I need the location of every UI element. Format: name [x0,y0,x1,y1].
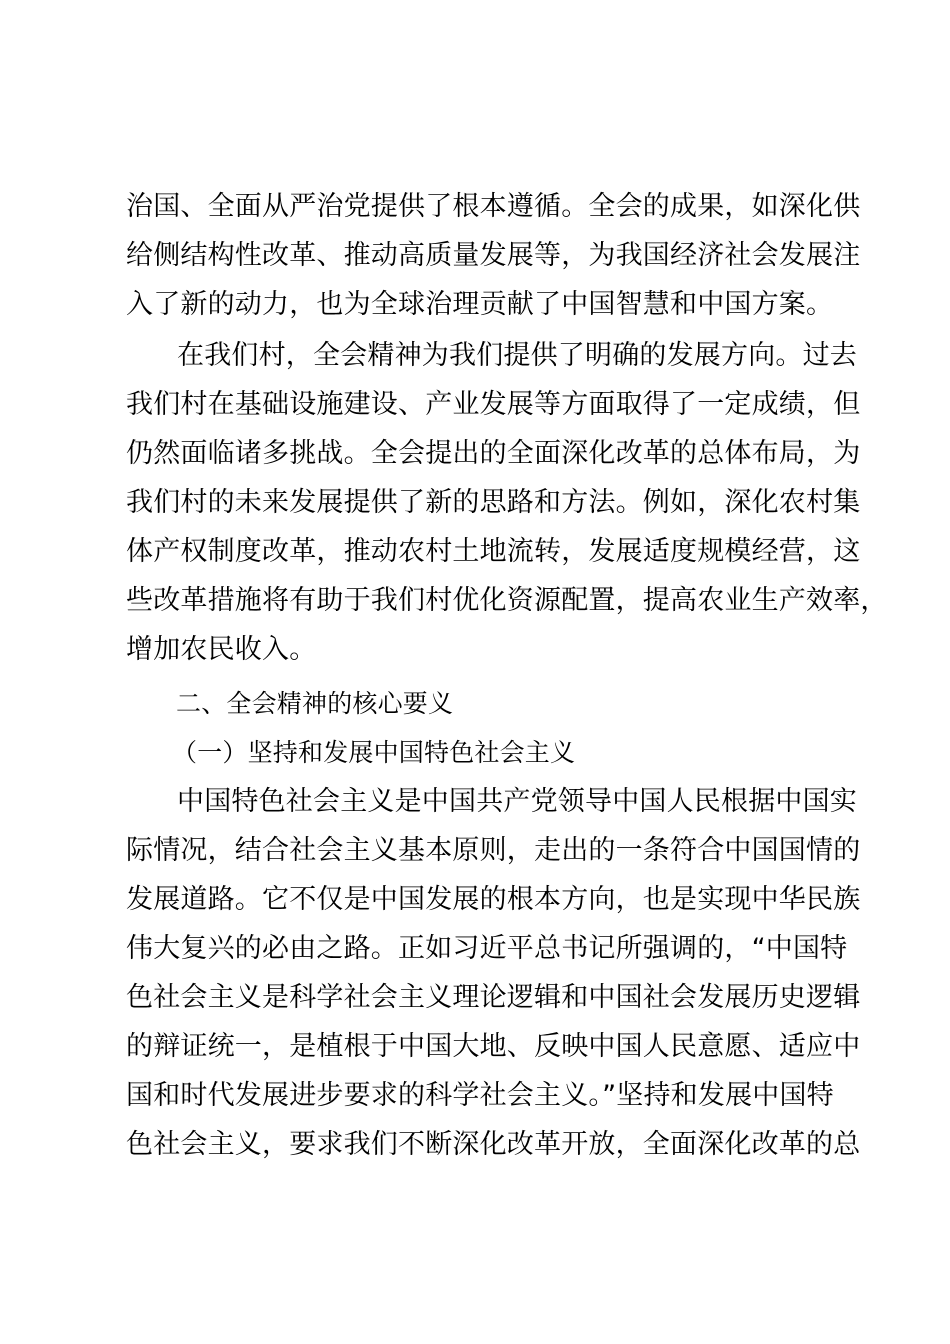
paragraph-2-line: 在我们村，全会精神为我们提供了明确的发展方向。过去 [177,340,857,371]
paragraph-1-line: 治国、全面从严治党提供了根本遵循。全会的成果，如深化供 [126,191,861,222]
paragraph-3-line: 的辩证统一，是植根于中国大地、反映中国人民意愿、适应中 [126,1031,861,1062]
subsection-heading: （一）坚持和发展中国特色社会主义 [172,738,576,767]
paragraph-2-line: 体产权制度改革，推动农村土地流转，发展适度规模经营，这 [126,536,861,567]
paragraph-2-line: 我们村在基础设施建设、产业发展等方面取得了一定成绩，但 [126,389,861,420]
paragraph-2-line: 些改革措施将有助于我们村优化资源配置，提高农业生产效率， [126,585,888,616]
paragraph-3-line: 发展道路。它不仅是中国发展的根本方向，也是实现中华民族 [126,884,861,915]
paragraph-3-line: 色社会主义，要求我们不断深化改革开放，全面深化改革的总 [126,1129,861,1160]
paragraph-2-line: 我们村的未来发展提供了新的思路和方法。例如，深化农村集 [126,487,861,518]
paragraph-1-line: 给侧结构性改革、推动高质量发展等，为我国经济社会发展注 [126,240,861,271]
section-heading: 二、全会精神的核心要义 [176,689,454,718]
paragraph-3-line: 际情况，结合社会主义基本原则，走出的一条符合中国国情的 [126,835,861,866]
paragraph-3-line: 中国特色社会主义是中国共产党领导中国人民根据中国实 [177,786,857,817]
paragraph-3-line: 色社会主义是科学社会主义理论逻辑和中国社会发展历史逻辑 [126,982,861,1013]
paragraph-3-line: 伟大复兴的必由之路。正如习近平总书记所强调的，“中国特 [126,933,848,964]
paragraph-3-line: 国和时代发展进步要求的科学社会主义。”坚持和发展中国特 [126,1080,834,1111]
paragraph-1-line: 入了新的动力，也为全球治理贡献了中国智慧和中国方案。 [126,289,834,320]
paragraph-2-line: 仍然面临诸多挑战。全会提出的全面深化改革的总体布局，为 [126,438,861,469]
paragraph-2-line: 增加农民收入。 [126,634,317,665]
